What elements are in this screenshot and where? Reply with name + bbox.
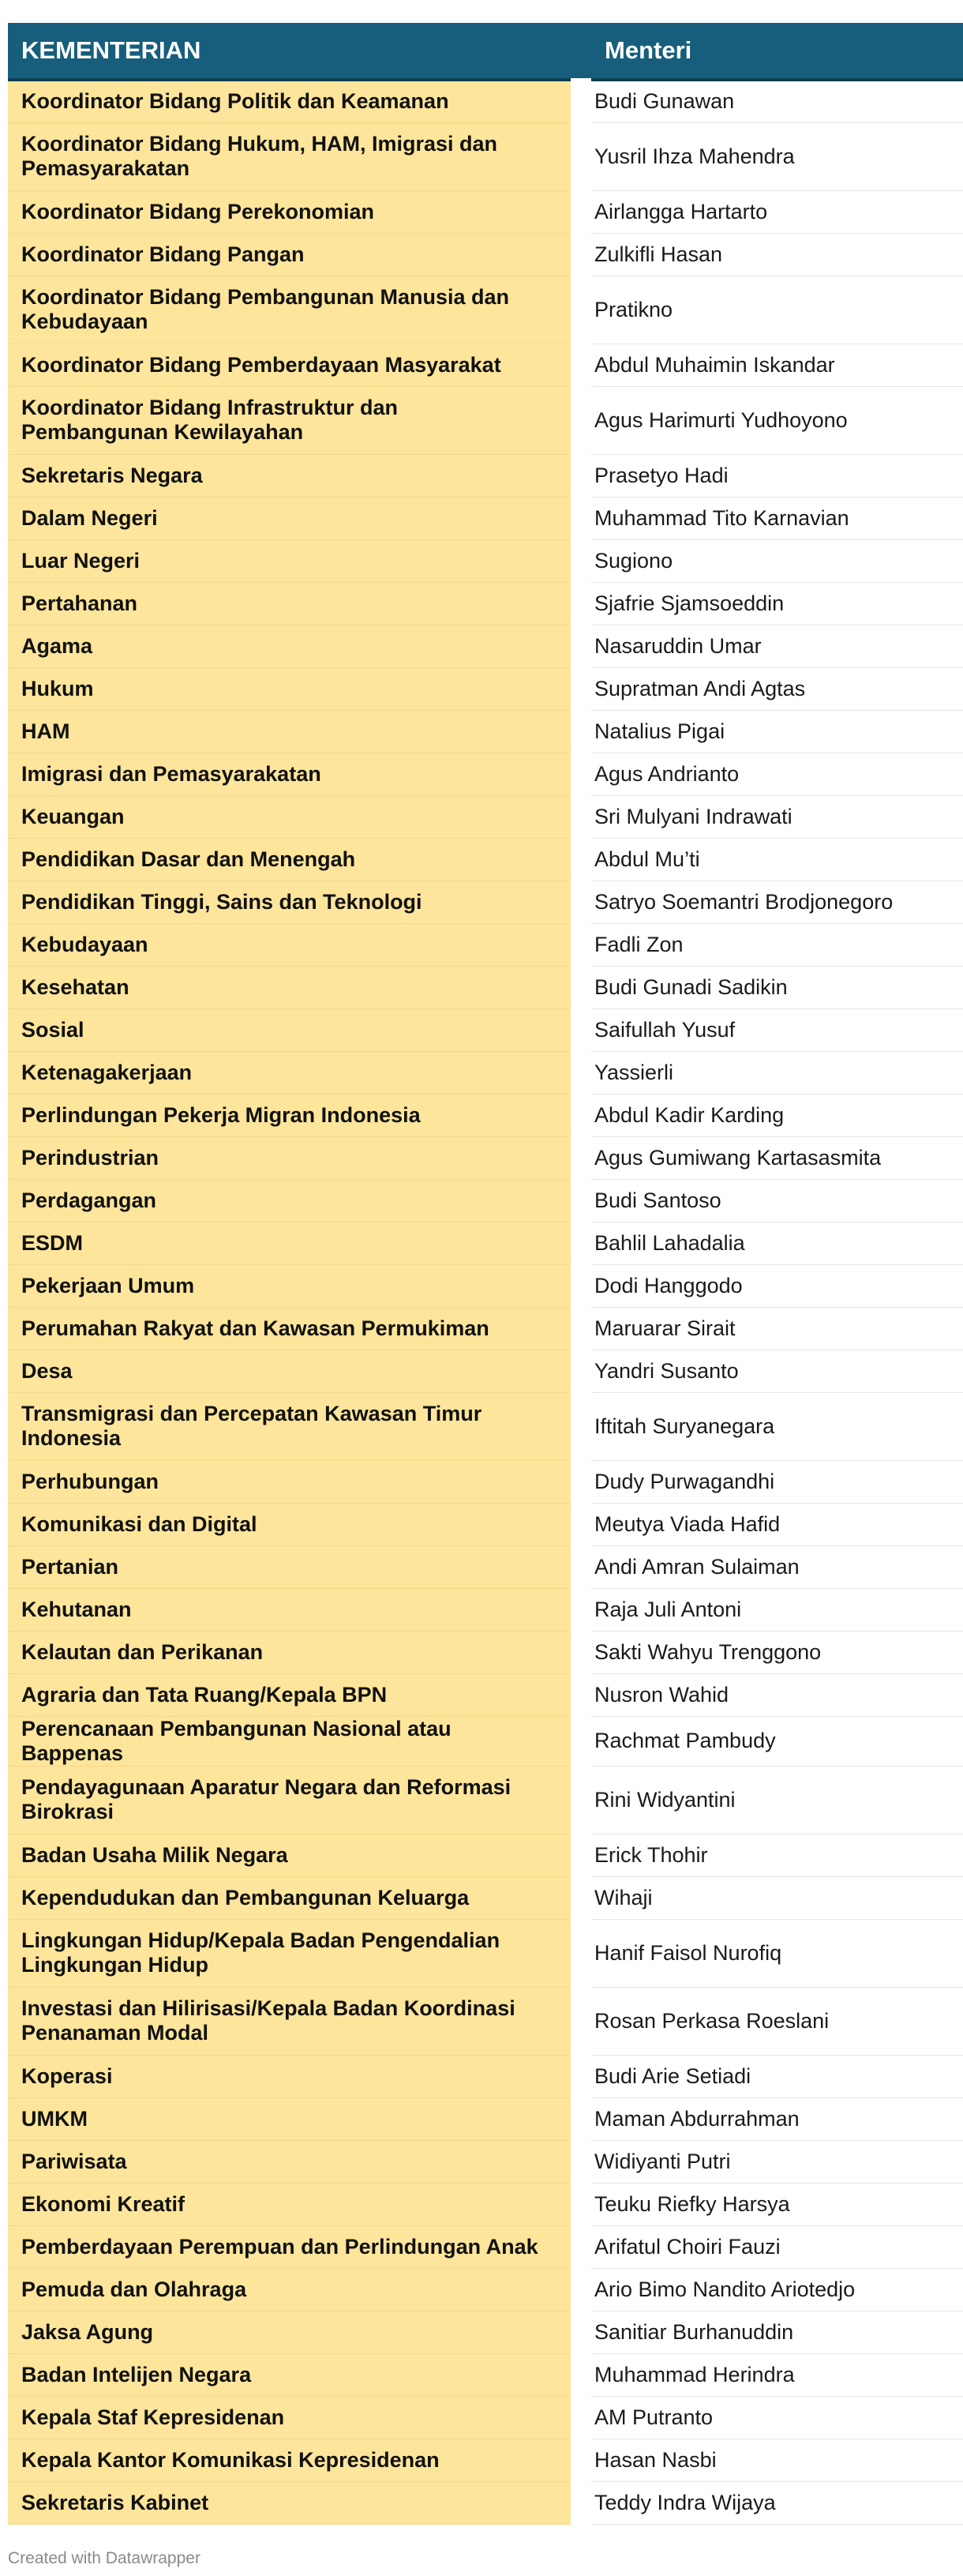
cell-menteri: Abdul Kadir Karding xyxy=(581,1094,963,1136)
cell-kementerian: UMKM xyxy=(8,2097,581,2140)
cell-menteri: Pratikno xyxy=(581,276,963,344)
cell-kementerian: Kebudayaan xyxy=(8,923,581,966)
table-row xyxy=(8,1631,963,1673)
table-body xyxy=(8,80,963,2524)
cell-kementerian: Jaksa Agung xyxy=(8,2311,581,2353)
cell-menteri: Widiyanti Putri xyxy=(581,2140,963,2183)
cell-menteri: Teddy Indra Wijaya xyxy=(581,2481,963,2524)
cell-menteri: Bahlil Lahadalia xyxy=(581,1222,963,1264)
cell-menteri: Arifatul Choiri Fauzi xyxy=(581,2225,963,2268)
table-row xyxy=(8,1876,963,1919)
table-row xyxy=(8,2481,963,2524)
table-row xyxy=(8,2225,963,2268)
table-row xyxy=(8,1460,963,1503)
table-row xyxy=(8,2396,963,2439)
table-row xyxy=(8,582,963,625)
table-row xyxy=(8,2055,963,2097)
table-row xyxy=(8,2353,963,2396)
cell-kementerian: Perlindungan Pekerja Migran Indonesia xyxy=(8,1094,581,1136)
cell-menteri: Nusron Wahid xyxy=(581,1673,963,1716)
table-row xyxy=(8,1051,963,1094)
table-row xyxy=(8,1919,963,1987)
cell-kementerian: Sekretaris Negara xyxy=(8,454,581,497)
cell-kementerian: Agraria dan Tata Ruang/Kepala BPN xyxy=(8,1673,581,1716)
cell-menteri: Andi Amran Sulaiman xyxy=(581,1545,963,1588)
cell-menteri: Abdul Muhaimin Iskandar xyxy=(581,344,963,386)
table-row xyxy=(8,190,963,233)
cell-kementerian: Koordinator Bidang Pemberdayaan Masyarakat xyxy=(8,344,581,386)
cell-menteri: Sanitiar Burhanuddin xyxy=(581,2311,963,2353)
cell-menteri: Muhammad Herindra xyxy=(581,2353,963,2396)
cell-menteri: Nasaruddin Umar xyxy=(581,625,963,667)
table-row xyxy=(8,1503,963,1545)
cell-kementerian: Sosial xyxy=(8,1008,581,1051)
cell-menteri: Dudy Purwagandhi xyxy=(581,1460,963,1503)
cell-kementerian: ESDM xyxy=(8,1222,581,1264)
cell-menteri: AM Putranto xyxy=(581,2396,963,2439)
cell-menteri: Zulkifli Hasan xyxy=(581,233,963,276)
cell-menteri: Satryo Soemantri Brodjonegoro xyxy=(581,881,963,923)
cell-kementerian: Lingkungan Hidup/Kepala Badan Pengendalian Lingkungan Hidup xyxy=(8,1919,581,1987)
table-row xyxy=(8,1264,963,1307)
cell-kementerian: Pemberdayaan Perempuan dan Perlindungan Anak xyxy=(8,2225,581,2268)
cell-kementerian: Luar Negeri xyxy=(8,539,581,582)
cell-menteri: Teuku Riefky Harsya xyxy=(581,2183,963,2225)
table-row xyxy=(8,923,963,966)
cell-kementerian: Pendidikan Dasar dan Menengah xyxy=(8,838,581,881)
cell-menteri: Sjafrie Sjamsoeddin xyxy=(581,582,963,625)
cell-kementerian: Perindustrian xyxy=(8,1136,581,1179)
cell-kementerian: Agama xyxy=(8,625,581,667)
cell-kementerian: Keuangan xyxy=(8,795,581,838)
cell-menteri: Saifullah Yusuf xyxy=(581,1008,963,1051)
table-row xyxy=(8,1588,963,1631)
cell-menteri: Budi Gunawan xyxy=(581,80,963,122)
table-row xyxy=(8,1673,963,1716)
cell-menteri: Airlangga Hartarto xyxy=(581,190,963,233)
table-row xyxy=(8,795,963,838)
table-row xyxy=(8,233,963,276)
table-row xyxy=(8,1136,963,1179)
cell-menteri: Rini Widyantini xyxy=(581,1766,963,1834)
table-row xyxy=(8,838,963,881)
cell-kementerian: Ketenagakerjaan xyxy=(8,1051,581,1094)
cell-kementerian: Transmigrasi dan Percepatan Kawasan Timur Indonesia xyxy=(8,1392,581,1460)
table-row xyxy=(8,344,963,386)
cell-kementerian: Koperasi xyxy=(8,2055,581,2097)
cell-kementerian: Komunikasi dan Digital xyxy=(8,1503,581,1545)
cell-kementerian: Pariwisata xyxy=(8,2140,581,2183)
cell-menteri: Agus Harimurti Yudhoyono xyxy=(581,386,963,454)
cell-kementerian: Koordinator Bidang Pembangunan Manusia dan Kebudayaan xyxy=(8,276,581,344)
cell-kementerian: Dalam Negeri xyxy=(8,497,581,539)
cell-menteri: Fadli Zon xyxy=(581,923,963,966)
table-row xyxy=(8,2439,963,2481)
cell-menteri: Budi Santoso xyxy=(581,1179,963,1222)
table-row xyxy=(8,2097,963,2140)
table-row xyxy=(8,122,963,190)
cell-menteri: Sugiono xyxy=(581,539,963,582)
cell-kementerian: Pekerjaan Umum xyxy=(8,1264,581,1307)
cell-kementerian: Kehutanan xyxy=(8,1588,581,1631)
table-row xyxy=(8,2268,963,2311)
cell-kementerian: Perhubungan xyxy=(8,1460,581,1503)
cell-kementerian: Koordinator Bidang Hukum, HAM, Imigrasi dan Pemasyarakatan xyxy=(8,122,581,190)
table-row xyxy=(8,625,963,667)
cell-menteri: Rachmat Pambudy xyxy=(581,1716,963,1766)
table-row xyxy=(8,1094,963,1136)
cell-menteri: Agus Gumiwang Kartasasmita xyxy=(581,1136,963,1179)
table-row xyxy=(8,1350,963,1392)
cell-menteri: Hasan Nasbi xyxy=(581,2439,963,2481)
cell-kementerian: Koordinator Bidang Pangan xyxy=(8,233,581,276)
cell-kementerian: Desa xyxy=(8,1350,581,1392)
table-row xyxy=(8,1179,963,1222)
cell-menteri: Sakti Wahyu Trenggono xyxy=(581,1631,963,1673)
cell-kementerian: Perencanaan Pembangunan Nasional atau Bappenas xyxy=(8,1716,581,1766)
cell-kementerian: Kepala Kantor Komunikasi Kepresidenan xyxy=(8,2439,581,2481)
cell-menteri: Meutya Viada Hafid xyxy=(581,1503,963,1545)
table-header-row xyxy=(8,23,963,80)
cell-kementerian: Badan Intelijen Negara xyxy=(8,2353,581,2396)
table-row xyxy=(8,2183,963,2225)
cell-kementerian: Investasi dan Hilirisasi/Kepala Badan Koordinasi Penanaman Modal xyxy=(8,1987,581,2055)
cell-menteri: Maruarar Sirait xyxy=(581,1307,963,1350)
cell-menteri: Natalius Pigai xyxy=(581,710,963,753)
table-row xyxy=(8,710,963,753)
cell-menteri: Prasetyo Hadi xyxy=(581,454,963,497)
cell-menteri: Rosan Perkasa Roeslani xyxy=(581,1987,963,2055)
cell-kementerian: Ekonomi Kreatif xyxy=(8,2183,581,2225)
table-row xyxy=(8,1834,963,1876)
cell-menteri: Hanif Faisol Nurofiq xyxy=(581,1919,963,1987)
column-header-menteri[interactable]: Menteri xyxy=(581,23,963,80)
cabinet-table xyxy=(8,23,963,2525)
table-row xyxy=(8,1766,963,1834)
table-row xyxy=(8,1987,963,2055)
cell-menteri: Yandri Susanto xyxy=(581,1350,963,1392)
table-row xyxy=(8,1392,963,1460)
cell-menteri: Erick Thohir xyxy=(581,1834,963,1876)
cell-kementerian: HAM xyxy=(8,710,581,753)
table-row xyxy=(8,1307,963,1350)
cell-kementerian: Kesehatan xyxy=(8,966,581,1008)
table-row xyxy=(8,2311,963,2353)
cell-menteri: Raja Juli Antoni xyxy=(581,1588,963,1631)
cell-menteri: Agus Andrianto xyxy=(581,753,963,795)
table-row xyxy=(8,667,963,710)
table-row xyxy=(8,1222,963,1264)
cell-kementerian: Perdagangan xyxy=(8,1179,581,1222)
table-row xyxy=(8,80,963,122)
datawrapper-credit[interactable]: Created with Datawrapper xyxy=(8,2549,200,2567)
cell-menteri: Supratman Andi Agtas xyxy=(581,667,963,710)
table-row xyxy=(8,454,963,497)
cell-kementerian: Perumahan Rakyat dan Kawasan Permukiman xyxy=(8,1307,581,1350)
cell-kementerian: Hukum xyxy=(8,667,581,710)
cell-kementerian: Pertahanan xyxy=(8,582,581,625)
cell-menteri: Yassierli xyxy=(581,1051,963,1094)
cell-menteri: Dodi Hanggodo xyxy=(581,1264,963,1307)
cell-menteri: Iftitah Suryanegara xyxy=(581,1392,963,1460)
cell-kementerian: Koordinator Bidang Politik dan Keamanan xyxy=(8,80,581,122)
cell-kementerian: Pertanian xyxy=(8,1545,581,1588)
cell-kementerian: Koordinator Bidang Perekonomian xyxy=(8,190,581,233)
cell-kementerian: Kependudukan dan Pembangunan Keluarga xyxy=(8,1876,581,1919)
table-row xyxy=(8,966,963,1008)
column-header-kementerian[interactable]: KEMENTERIAN xyxy=(8,23,581,80)
cell-kementerian: Pemuda dan Olahraga xyxy=(8,2268,581,2311)
cell-kementerian: Pendayagunaan Aparatur Negara dan Reformasi Birokrasi xyxy=(8,1766,581,1834)
table-row xyxy=(8,2140,963,2183)
table-row xyxy=(8,1008,963,1051)
table-row xyxy=(8,753,963,795)
cell-kementerian: Badan Usaha Milik Negara xyxy=(8,1834,581,1876)
cell-menteri: Wihaji xyxy=(581,1876,963,1919)
table-row xyxy=(8,1716,963,1766)
cell-menteri: Ario Bimo Nandito Ariotedjo xyxy=(581,2268,963,2311)
cell-kementerian: Kelautan dan Perikanan xyxy=(8,1631,581,1673)
cell-menteri: Sri Mulyani Indrawati xyxy=(581,795,963,838)
cell-menteri: Muhammad Tito Karnavian xyxy=(581,497,963,539)
cell-menteri: Budi Gunadi Sadikin xyxy=(581,966,963,1008)
cell-kementerian: Kepala Staf Kepresidenan xyxy=(8,2396,581,2439)
cell-kementerian: Sekretaris Kabinet xyxy=(8,2481,581,2524)
table-row xyxy=(8,539,963,582)
table-row xyxy=(8,276,963,344)
cell-menteri: Yusril Ihza Mahendra xyxy=(581,122,963,190)
table-row xyxy=(8,1545,963,1588)
table-row xyxy=(8,386,963,454)
cell-kementerian: Imigrasi dan Pemasyarakatan xyxy=(8,753,581,795)
table-row xyxy=(8,881,963,923)
cell-menteri: Budi Arie Setiadi xyxy=(581,2055,963,2097)
cell-menteri: Abdul Mu’ti xyxy=(581,838,963,881)
cell-menteri: Maman Abdurrahman xyxy=(581,2097,963,2140)
cell-kementerian: Koordinator Bidang Infrastruktur dan Pembangunan Kewilayahan xyxy=(8,386,581,454)
table-row xyxy=(8,497,963,539)
cell-kementerian: Pendidikan Tinggi, Sains dan Teknologi xyxy=(8,881,581,923)
